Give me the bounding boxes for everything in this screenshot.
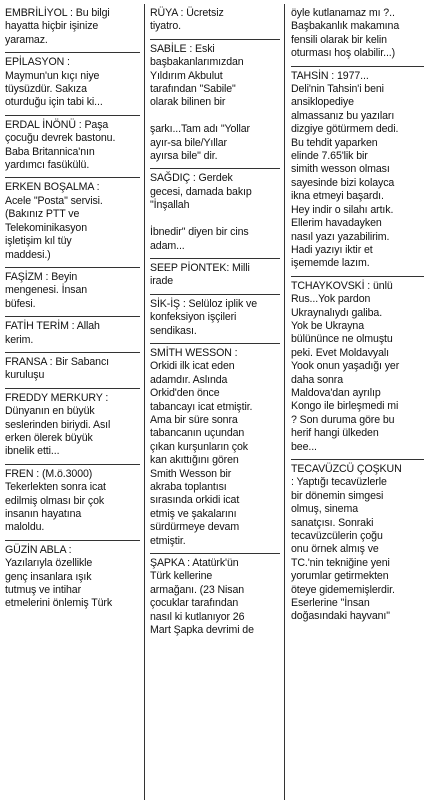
entry-term: TAHSİN xyxy=(291,69,329,82)
entry-term: FATİH TERİM xyxy=(5,320,69,333)
dictionary-entry xyxy=(5,268,140,317)
column-1 xyxy=(5,4,145,800)
dictionary-entry xyxy=(150,169,280,258)
entry-definition: : Ücretsiz tiyatro. xyxy=(150,7,224,33)
dictionary-entry xyxy=(150,295,280,344)
entry-term: SİK-İŞ xyxy=(150,297,181,310)
dictionary-entry xyxy=(150,40,280,170)
entry-definition: : Atatürk'ün Türk kellerine armağanı. (23 Nisan çocuklar tarafından nasıl ki kutlanıyor 26 Mart Şapka devrimi de xyxy=(150,557,254,637)
entry-definition: : Maymun'un kıçı niye tüysüzdür. Sakıza oturduğu için tabi ki... xyxy=(5,56,103,109)
dictionary-entry xyxy=(150,554,280,642)
entry-definition: : Milli irade xyxy=(150,261,250,288)
column-3 xyxy=(285,4,424,800)
entry-term: SAĞDIÇ xyxy=(150,172,191,185)
entry-term: GÜZİN ABLA xyxy=(5,543,66,556)
entry-definition: : Dünyanın en büyük seslerinden biriydi. Asıl erken ölerek büyük ibnelik etti... xyxy=(5,391,111,458)
dictionary-entry xyxy=(5,389,140,465)
dictionary-entry xyxy=(5,465,140,541)
entry-term: TCHAYKOVSKİ xyxy=(291,279,365,292)
entry-term: RÜYA xyxy=(150,7,178,19)
entry-definition: öyle kutlanamaz mı ?.. Başbakanlık makamına fensili olarak bir kelin oturması hoş olabilir...) xyxy=(291,7,400,60)
entry-definition: : Bir Sabancı kuruluşu xyxy=(5,355,109,382)
entry-definition: : ünlü Rus...Yok pardon Ukraynalıydı galiba. Yok be Ukrayna bülününce ne olmuştu peki. Evet Moldavyalı Yook onun yaşadığı yer daha sonra Maldova'dan ayrılıp Kongo ile birleşmedi mi ? Son duruma göre bu herif hangi ülkeden bee... xyxy=(291,279,400,453)
entry-definition: : Beyin mengenesi. İnsan büfesi. xyxy=(5,270,88,310)
entry-term: EPİLASYON xyxy=(5,56,65,69)
entry-definition: : Allah kerim. xyxy=(5,320,100,346)
entry-definition: : Gerdek gecesi, damada bakıp "İnşallah İbnedir" diyen bir cins adam... xyxy=(150,172,252,252)
dictionary-entry xyxy=(5,53,140,116)
entry-definition: : Eski başbakanlarımızdan Yıldırım Akbulut tarafından "Sabile" olarak bilinen bir şarkı...Tam adı "Yollar ayır-sa bile/Yıllar ayırsa bile" dir. xyxy=(150,42,250,163)
dictionary-entry xyxy=(150,259,280,295)
entry-term: SMİTH WESSON xyxy=(150,346,232,359)
entry-definition: : Orkidi ilk icat eden adamdır. Aslında Orkid'den önce tabancayı icat etmiştir. Ama bir süre sonra tabancanın uçundan çıkan kurşunların çok kan akıttığını gören Smith Wesson bir akraba toplantısı sırasında orkidi icat etmiş ve şakalarını sürdürmeye devam etmiştir. xyxy=(150,346,253,547)
entry-term: ŞAPKA xyxy=(150,557,185,570)
column-2 xyxy=(145,4,285,800)
dictionary-entry xyxy=(5,541,140,616)
entry-definition: : Acele "Posta" servisi. (Bakınız PTT ve Telekominikasyon işletişim kıl tüy maddesi.) xyxy=(5,181,103,261)
entry-definition: : Paşa çocuğu devrek bastonu. Baba Britannica'nın yardımcı fasükülü. xyxy=(5,118,116,172)
entry-definition: : Yaptığı tecavüzlerle bir dönemin simgesi olmuş, sinema sanatçısı. Sonraki tecavüzcülerin çoğu onu örnek almış ve TC.'nin tekniğine yeni yorumlar getirmekten öteye gidememişlerdir. Eserlerine "İnsan doğasındaki hayvanı" xyxy=(291,476,395,623)
dictionary-entry xyxy=(5,116,140,179)
entry-term: EMBRİLİYOL xyxy=(5,7,68,19)
entry-term: FAŞİZM xyxy=(5,270,43,283)
entry-term: SABİLE xyxy=(150,42,187,55)
entry-definition: : Yazılarıyla özellikle genç insanlara ışık tutmuş ve intihar etmelerini önlemiş Türk xyxy=(5,543,113,610)
entry-term: ERDAL İNÖNÜ xyxy=(5,118,76,131)
entry-definition: : Selüloz iplik ve konfeksiyon işçileri sendikası. xyxy=(150,297,258,337)
entry-definition: : 1977... Deli'nin Tahsin'i beni ansiklopediye almassanız bu yazıları dizgiye götürmem dedi. Bu tehdit yaparken elinde 7.65'lik bir simith wesson olması sayesinde bizi kolayca ikna etmeyi başardı. Hey indir o silahı artık. Ellerim havadayken nasıl yazı yazabilirim. Hadi yazıyı iktir et işememde lazım. xyxy=(291,69,399,270)
entry-term: TECAVÜZCÜ ÇOŞKUN xyxy=(291,463,402,475)
dictionary-entry xyxy=(5,178,140,267)
dictionary-entry xyxy=(5,317,140,353)
dictionary-entry xyxy=(150,344,280,554)
dictionary-entry xyxy=(291,460,424,629)
dictionary-entry xyxy=(291,4,424,67)
entry-term: FREDDY MERKURY xyxy=(5,391,103,404)
entry-term: FREN xyxy=(5,467,34,480)
entry-definition: : Bu bilgi hayatta hiçbir işinize yaramaz. xyxy=(5,7,110,46)
dictionary-entry xyxy=(5,4,140,53)
entry-term: ERKEN BOŞALMA xyxy=(5,181,94,194)
dictionary-entry xyxy=(150,4,280,40)
entry-term: FRANSA xyxy=(5,355,47,368)
entry-definition: : (M.ö.3000) Tekerlekten sonra icat edilmiş olması bir çok insanın hayatına maloldu. xyxy=(5,467,106,534)
entry-term: SEEP PİONTEK xyxy=(150,261,227,274)
dictionary-entry xyxy=(5,353,140,389)
dictionary-entry xyxy=(291,277,424,460)
dictionary-entry xyxy=(291,67,424,277)
